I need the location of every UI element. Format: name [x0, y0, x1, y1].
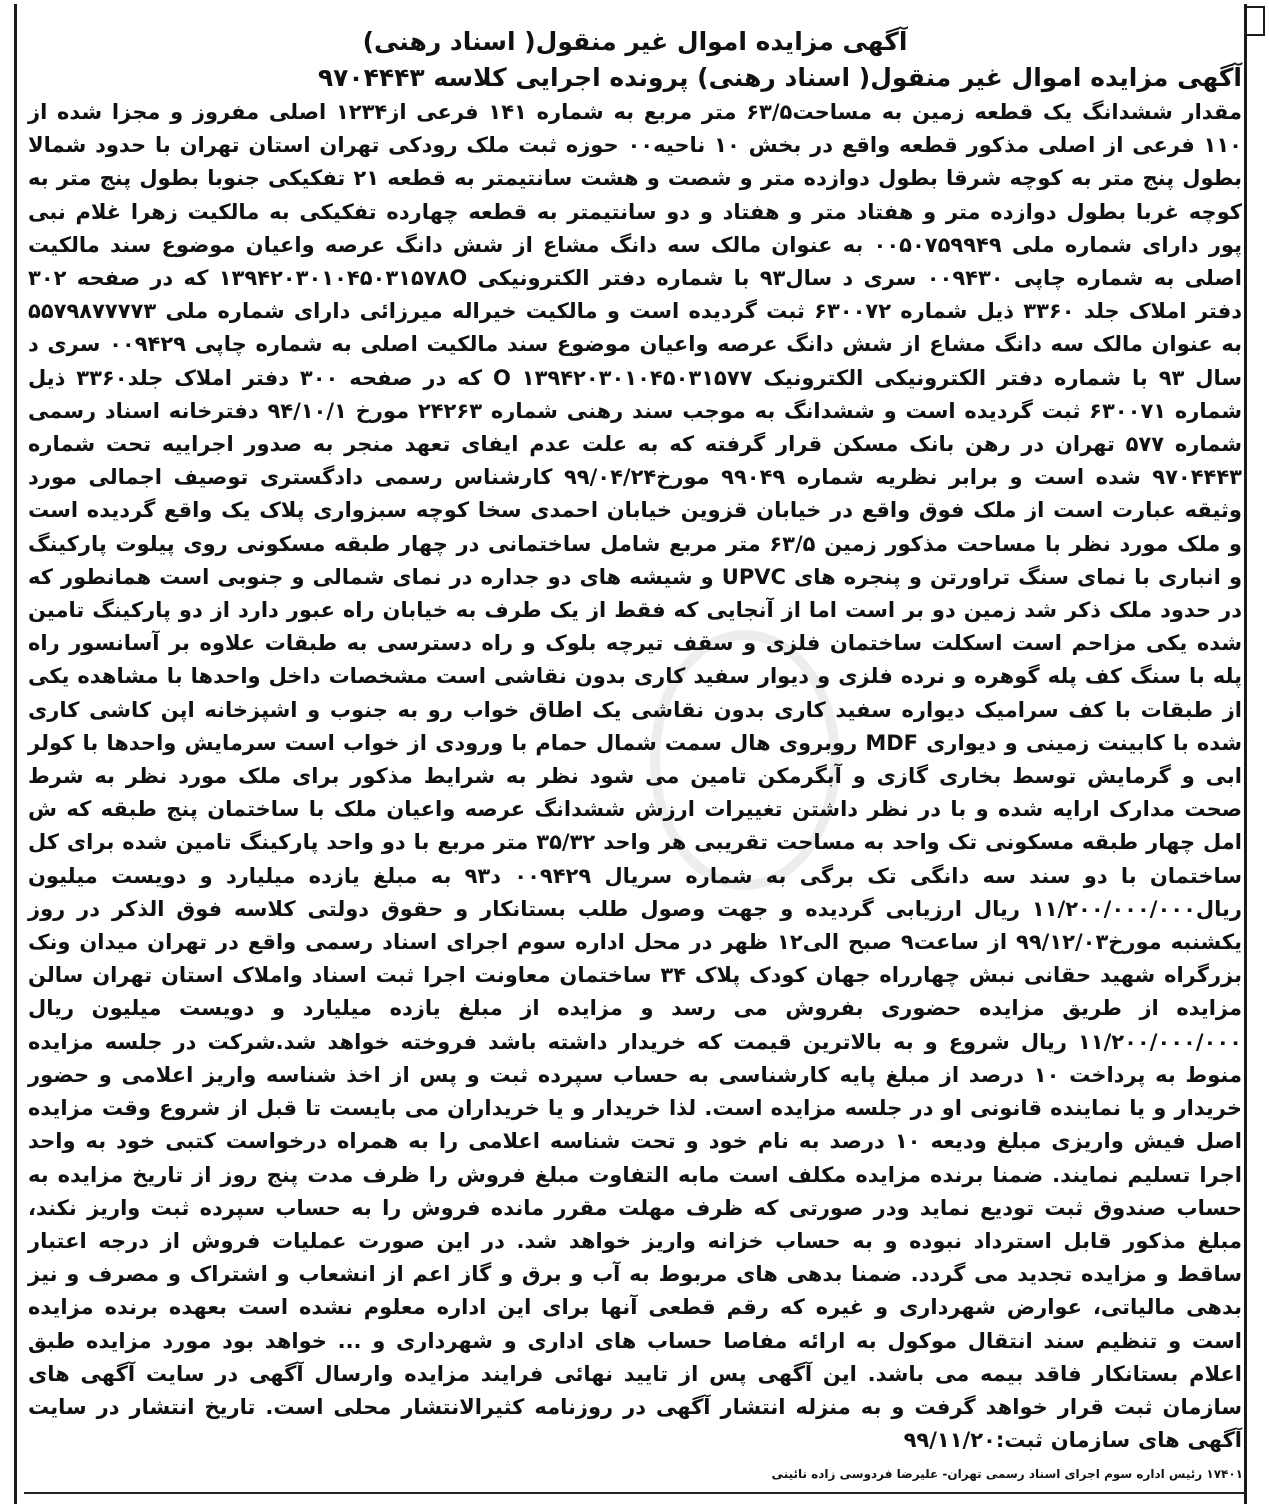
- notice-title: آگهی مزایده اموال غیر منقول( اسناد رهنی): [362, 27, 908, 56]
- notice-body: مقدار ششدانگ یک قطعه زمین به مساحت۶۳/۵ متر مربع به شماره ۱۴۱ فرعی از۱۲۳۴ اصلی مفروز و مجزا شده از ۱۱۰ فرعی از اصلی مذکور قطعه واقع در بخش ۱۰ ناحیه۰۰ حوزه ثبت ملک رودکی تهران استان تهران با حدود شمالا بطول پنج متر به کوچه شرقا بطول دوازده متر و شصت و هشت سانتیمتر به قطعه ۲۱ تفکیکی جنوبا بطول پنج متر به کوچه غربا بطول دوازده متر و هفتاد متر و هفتاد و دو سانتیمتر به قطعه چهارده تفکیکی به مالکیت زهرا غلام نبی پور دارای شماره ملی ۰۰۵۰۷۵۹۹۴۹ به عنوان مالک سه دانگ مشاع از شش دانگ عرصه واعیان موضوع سند مالکیت اصلی به شماره چاپی ۰۰۹۴۳۰ سری د سال۹۳ با شماره دفتر الکترونیکی ۱۳۹۴۲۰۳۰۱۰۴۵۰۳۱۵۷۸O که در صفحه ۳۰۲ دفتر املاک جلد ۳۳۶۰ ذیل شماره ۶۳۰۰۷۲ ثبت گردیده است و مالکیت خیراله میرزائی دارای شماره ملی ۵۵۷۹۸۷۷۷۷۳ به عنوان مالک سه دانگ مشاع از شش دانگ عرصه واعیان موضوع سند مالکیت اصلی به شماره چاپی ۰۰۹۴۲۹ سری د سال ۹۳ با شماره دفتر الکترونیکی الکترونیک O ۱۳۹۴۲۰۳۰۱۰۴۵۰۳۱۵۷۷ که در صفحه ۳۰۰ دفتر املاک جلد۳۳۶۰ ذیل شماره ۶۳۰۰۷۱ ثبت گردیده است و ششدانگ به موجب سند رهنی شماره ۲۴۲۶۳ مورخ ۹۴/۱۰/۱ دفترخانه اسناد رسمی شماره ۵۷۷ تهران در رهن بانک مسکن قرار گرفته که به علت عدم ایفای تعهد منجر به صدور اجراییه تحت شماره ۹۷۰۴۴۴۳ شده است و برابر نظریه شماره ۹۹۰۴۹ مورخ۹۹/۰۴/۲۴ کارشناس رسمی دادگستری توصیف اجمالی مورد وثیقه عبارت است از ملک فوق واقع در خیابان قزوین خیابان احمدی سخا کوچه سبزواری پلاک یک واقع گردیده است و ملک مورد نظر با مساحت مذکور زمین ۶۳/۵ متر مربع شامل ساختمانی در چهار طبقه مسکونی روی پیلوت پارکینگ و انباری با نمای سنگ تراورتن و پنجره های UPVC و شیشه های دو جداره در نمای شمالی و جنوبی است همانطور که در حدود ملک ذکر شد زمین دو بر است اما از آنجایی که فقط از یک طرف به خیابان راه عبور دارد از دو پارکینگ تامین شده یکی مزاحم است اسکلت ساختمان فلزی و سقف تیرچه بلوک و راه دسترسی به طبقات علاوه بر آسانسور راه پله با سنگ کف پله گوهره و نرده فلزی و دیوار سفید کاری بدون نقاشی است مشخصات داخل واحدها با مشاهده یکی از طبقات با کف سرامیک دیواره سفید کاری بدون نقاشی یک اطاق خواب رو به جنوب و اشپزخانه اپن کاشی کاری شده با کابینت زمینی و دیواری MDF روبروی هال سمت شمال حمام با ورودی از خواب است سرمایش واحدها با کولر ابی و گرمایش توسط بخاری گازی و آبگرمکن تامین می شود نظر به شرایط مذکور برای ملک مورد نظر به شرط صحت مدارک ارایه شده و با در نظر داشتن تغییرات ارزش ششدانگ عرصه واعیان ملک با ساختمان پنج طبقه که ش امل چهار طبقه مسکونی تک واحد به مساحت تقریبی هر واحد ۳۵/۳۲ متر مربع با دو واحد پارکینگ تامین شده برای کل ساختمان با دو سند سه دانگی تک برگی به شماره سریال ۰۰۹۴۲۹ د۹۳ به مبلغ یازده میلیارد و دویست میلیون ریال۱۱/۲۰۰/۰۰۰/۰۰۰ ریال ارزیابی گردیده و جهت وصول طلب بستانکار و حقوق دولتی کلاسه فوق الذکر در روز یکشنبه مورخ۹۹/۱۲/۰۳ از ساعت۹ صبح الی۱۲ ظهر در محل اداره سوم اجرای اسناد رسمی واقع در تهران میدان ونک بزرگراه شهید حقانی نبش چهارراه جهان کودک پلاک ۳۴ ساختمان معاونت اجرا ثبت اسناد واملاک استان تهران سالن مزایده از طریق مزایده حضوری بفروش می رسد و مزایده از مبلغ یازده میلیارد و دویست میلیون ریال ۱۱/۲۰۰/۰۰۰/۰۰۰ ریال شروع و به بالاترین قیمت که خریدار داشته باشد فروخته خواهد شد.شرکت در جلسه مزایده منوط به پرداخت ۱۰ درصد از مبلغ پایه کارشناسی به حساب سپرده ثبت و پس از اخذ شناسه واریز اعلامی و حضور خریدار و یا نماینده قانونی او در جلسه مزایده است. لذا خریدار و یا خریداران می بایست تا قبل از شروع وقت مزایده اصل فیش واریزی مبلغ ودیعه ۱۰ درصد به نام خود و تحت شناسه اعلامی را به همراه درخواست کتبی خود به واحد اجرا تسلیم نمایند. ضمنا برنده مزایده مکلف است مابه التفاوت مبلغ فروش را ظرف مدت پنج روز از تاریخ مزایده به حساب صندوق ثبت تودیع نماید ودر صورتی که ظرف مهلت مقرر مانده فروش را به حساب سپرده ثبت واریز نکند، مبلغ مذکور قابل استرداد نبوده و به حساب خزانه واریز خواهد شد. در این صورت عملیات فروش از درجه اعتبار ساقط و مزایده تجدید می گردد. ضمنا بدهی های مربوط به آب و برق و گاز اعم از انشعاب و اشتراک و مصرف و نیز بدهی مالیاتی، عوارض شهرداری و غیره که رقم قطعی آنها برای این اداره معلوم نشده است بعهده برنده مزایده است و تنظیم سند انتقال موکول به ارائه مفاصا حساب های اداری و شهرداری و ... خواهد بود مورد مزایده طبق اعلام بستانکار فاقد بیمه می باشد. این آگهی پس از تایید نهائی فرایند مزایده وارسال آگهی در سایت آگهی های سازمان ثبت قرار خواهد گرفت و به منزله انتشار آگهی در روزنامه کثیرالانتشار محلی است. تاریخ انتشار در سایت آگهی های سازمان ثبت:۹۹/۱۱/۲۰: [28, 100, 1243, 1453]
- corner-mark: [1245, 6, 1265, 36]
- bottom-divider: [24, 1492, 1245, 1494]
- auction-notice: [28, 24, 1242, 1457]
- notice-subtitle: آگهی مزایده اموال غیر منقول( اسناد رهنی) پرونده اجرایی کلاسه ۹۷۰۴۴۴۳: [317, 63, 1242, 92]
- signature-line: ۱۷۴۰۱ رئیس اداره سوم اجرای اسناد رسمی تهران- علیرضا فردوسی زاده نائینی: [771, 1467, 1243, 1481]
